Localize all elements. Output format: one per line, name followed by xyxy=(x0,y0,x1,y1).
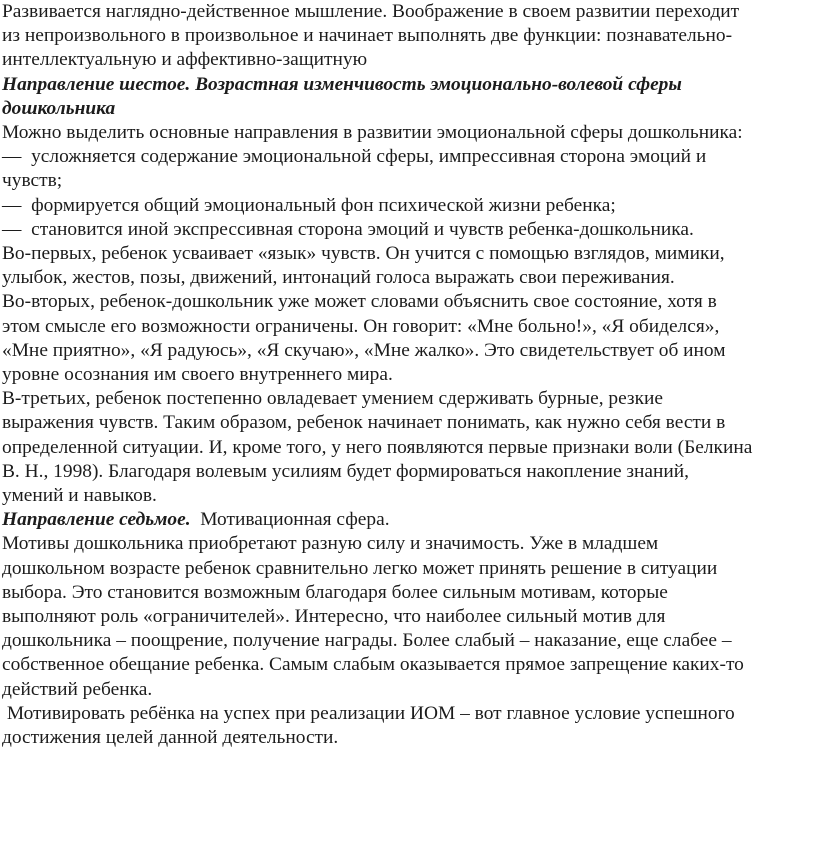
text-line xyxy=(2,339,814,363)
text-line xyxy=(2,387,814,411)
text-line xyxy=(2,557,814,581)
body-text: собственное обещание ребенка. Самым слабым оказывается прямое запрещение каких-то xyxy=(2,654,744,676)
text-line xyxy=(2,363,814,387)
text-line xyxy=(2,218,814,242)
body-text: В. Н., 1998). Благодаря волевым усилиям будет формироваться накопление знаний, xyxy=(2,460,690,482)
body-text: выбора. Это становится возможным благодаря более сильным мотивам, которые xyxy=(2,581,668,603)
text-line xyxy=(2,581,814,605)
text-line xyxy=(2,508,814,532)
body-text: Мотивировать ребёнка на успех при реализации ИОМ – вот главное условие успешного xyxy=(2,702,735,724)
text-line xyxy=(2,242,814,266)
text-line xyxy=(2,169,814,193)
text-line xyxy=(2,605,814,629)
document-body xyxy=(2,0,814,750)
text-line xyxy=(2,48,814,72)
body-text: достижения целей данной деятельности. xyxy=(2,727,339,749)
body-text: определенной ситуации. И, кроме того, у него появляются первые признаки воли (Белкина xyxy=(2,436,753,458)
section-heading: Направление шестое. Возрастная изменчивость эмоционально-волевой сферы xyxy=(2,73,682,95)
body-text: выполняют роль «ограничителей». Интересно, что наиболее сильный мотив для xyxy=(2,606,666,628)
body-text: интеллектуальную и аффективно-защитную xyxy=(2,49,368,71)
body-text: — становится иной экспрессивная сторона эмоций и чувств ребенка-дошкольника. xyxy=(2,218,694,240)
section-heading: дошкольника xyxy=(2,97,116,119)
body-text: Мотивы дошкольника приобретают разную силу и значимость. Уже в младшем xyxy=(2,533,659,555)
text-line xyxy=(2,194,814,218)
section-heading: Направление седьмое. xyxy=(2,509,191,531)
text-line xyxy=(2,315,814,339)
text-line xyxy=(2,266,814,290)
text-line xyxy=(2,290,814,314)
body-text: В-третьих, ребенок постепенно овладевает умением сдерживать бурные, резкие xyxy=(2,388,663,410)
body-text: — усложняется содержание эмоциональной сферы, импрессивная сторона эмоций и xyxy=(2,146,707,168)
body-text: умений и навыков. xyxy=(2,485,157,507)
body-text: Мотивационная сфера. xyxy=(190,509,390,531)
body-text: чувств; xyxy=(2,170,63,192)
text-line xyxy=(2,97,814,121)
text-line xyxy=(2,653,814,677)
body-text: этом смысле его возможности ограничены. Он говорит: «Мне больно!», «Я обиделся», xyxy=(2,315,720,337)
text-line xyxy=(2,629,814,653)
body-text: уровне осознания им своего внутреннего мира. xyxy=(2,364,393,386)
text-line xyxy=(2,484,814,508)
text-line xyxy=(2,702,814,726)
body-text: Можно выделить основные направления в развитии эмоциональной сферы дошкольника: xyxy=(2,122,743,144)
text-line xyxy=(2,532,814,556)
body-text: выражения чувств. Таким образом, ребенок начинает понимать, как нужно себя вести в xyxy=(2,412,726,434)
text-line xyxy=(2,436,814,460)
body-text: — формируется общий эмоциональный фон психической жизни ребенка; xyxy=(2,194,616,216)
text-line xyxy=(2,121,814,145)
body-text: Развивается наглядно-действенное мышление. Воображение в своем развитии переходит xyxy=(2,1,740,22)
text-line xyxy=(2,24,814,48)
body-text: Во-первых, ребенок усваивает «язык» чувств. Он учится с помощью взглядов, мимики, xyxy=(2,243,725,265)
text-line xyxy=(2,0,814,24)
body-text: из непроизвольного в произвольное и начинает выполнять две функции: познавательно- xyxy=(2,25,733,47)
body-text: дошкольном возрасте ребенок сравнительно легко может принять решение в ситуации xyxy=(2,557,718,579)
text-line xyxy=(2,460,814,484)
body-text: «Мне приятно», «Я радуюсь», «Я скучаю», «Мне жалко». Это свидетельствует об ином xyxy=(2,339,726,361)
body-text: дошкольника – поощрение, получение награды. Более слабый – наказание, еще слабее – xyxy=(2,630,732,652)
body-text: улыбок, жестов, позы, движений, интонаций голоса выражать свои переживания. xyxy=(2,267,675,289)
body-text: Во-вторых, ребенок-дошкольник уже может словами объяснить свое состояние, хотя в xyxy=(2,291,717,313)
text-line xyxy=(2,411,814,435)
text-line xyxy=(2,145,814,169)
text-line xyxy=(2,678,814,702)
text-line xyxy=(2,726,814,750)
text-line xyxy=(2,73,814,97)
document-page xyxy=(2,0,814,750)
body-text: действий ребенка. xyxy=(2,678,153,700)
